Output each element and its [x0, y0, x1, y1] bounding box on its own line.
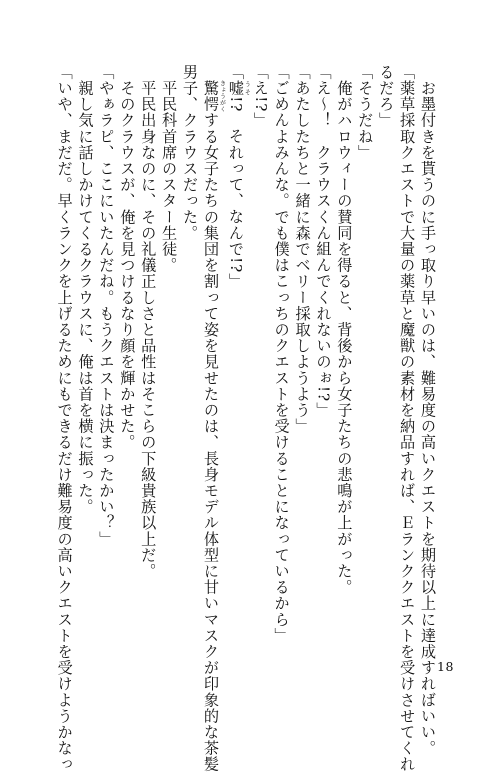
text-line-6: 「え～！ クラウスくん組んでくれないのぉ!?」 — [314, 64, 333, 419]
text-line-1: お墨付きを貰うのに手っ取り早いのは、難易度の高いクエストを期待以上に達成すればいい。 — [419, 64, 437, 757]
ruby-uso-base: 嘘 — [226, 80, 245, 97]
text-line-13: 平民科首席のスター生徒。 — [160, 64, 179, 274]
text-line-14: 平民出身なのに、その礼儀正しさと品性はそこらの下級貴族以上だ。 — [139, 64, 158, 580]
ruby-uso-reading: うそ — [243, 80, 251, 97]
text-line-2: 「薬草採取クエストで大量の薬草と魔獣の素材を納品すれば、Ｅランククエストを受けさせてくれ — [398, 64, 417, 772]
page-number: 18 — [437, 659, 454, 674]
ruby-kyougaku-base: 驚愕 — [201, 80, 220, 113]
vertical-text-block — [55, 64, 438, 772]
text-line-4: 「そうだね」 — [356, 64, 375, 161]
text-line-8: 「ごめんよみんな。でも僕はこっちのクエストを受けることになっているから」 — [272, 64, 291, 644]
ruby-kyougaku — [201, 80, 226, 113]
text-line-7: 「あたしたちと一緒に森でベリー採取しようよう」 — [293, 64, 312, 435]
ruby-kyougaku-reading: きょうがく — [218, 80, 226, 113]
text-line-15: そのクラウスが、俺を見つけるなり顔を輝かせた。 — [118, 64, 137, 451]
text-line-9: 「え!?」 — [251, 64, 270, 129]
line-11-suffix: する女子たちの集団を割って姿を見せたのは、長身モデル体型に甘いマスクが印象的な茶髪 — [201, 112, 220, 772]
text-line-17: 親し気に話しかけてくるクラウスに、俺は首を横に振った。 — [76, 64, 95, 515]
text-line-3: るだろ」 — [377, 64, 396, 129]
text-line-16: 「やぁラピ、ここにいたんだね。もうクエストは決まったかい？」 — [97, 64, 116, 547]
line-10-suffix: !? それって、なんで!?」 — [226, 96, 245, 290]
ruby-uso — [226, 80, 251, 97]
line-10-prefix: 「 — [226, 64, 245, 81]
text-line-10 — [225, 64, 250, 627]
text-line-11 — [200, 64, 226, 772]
text-line-18: 「いや、まだだ。早くランクを上げるためにもできるだけ難易度の高いクエストを受けようかなっ — [55, 64, 74, 772]
line-11-prefix — [202, 64, 220, 80]
text-line-12: 男子、クラウスだった。 — [181, 64, 200, 242]
text-line-5: 俺がハロウィーの賛同を得ると、背後から女子たちの悲鳴が上がった。 — [335, 64, 354, 596]
